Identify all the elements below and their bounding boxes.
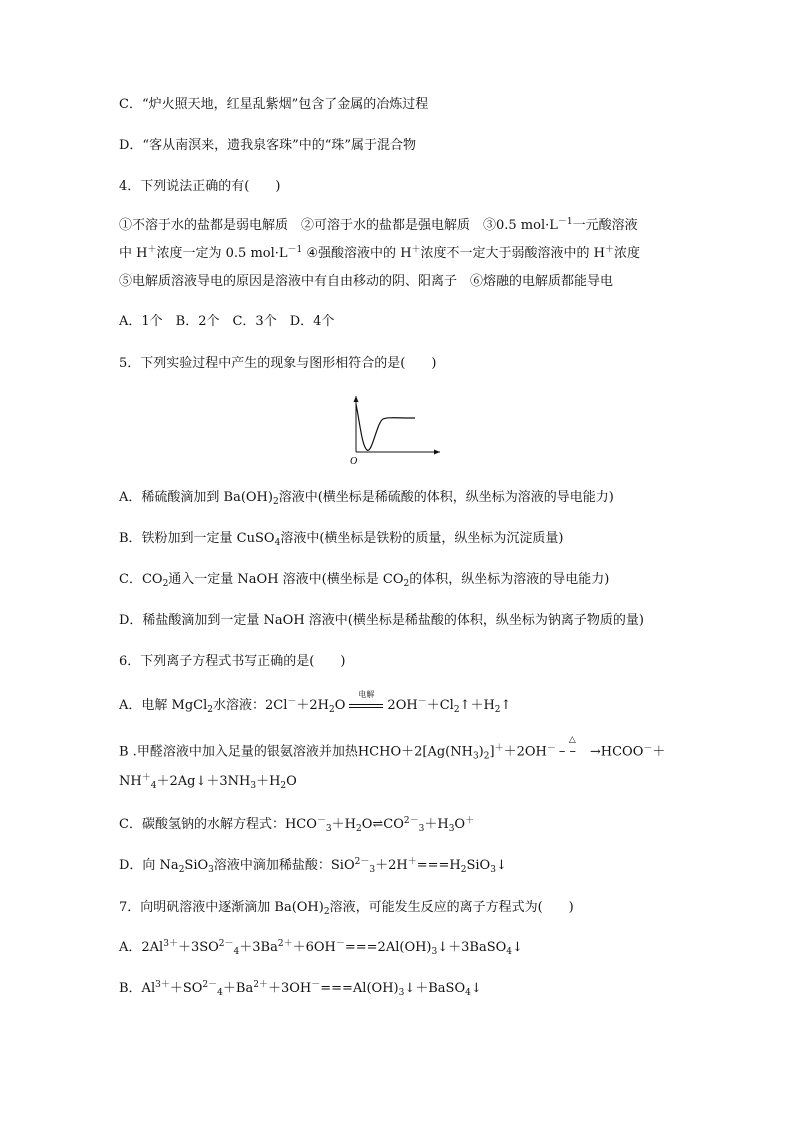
q6-d-sub3: 3 xyxy=(369,865,376,875)
q4-line2-sup1: ＋ xyxy=(147,245,157,255)
q7-b-t4: ＋3OH xyxy=(267,981,312,996)
q7-a-t1: A．2Al xyxy=(119,940,164,955)
q6-a-t8: ↑ xyxy=(500,698,512,713)
q7-stem-pre: 7．向明矾溶液中逐渐滴加 Ba(OH) xyxy=(119,900,324,915)
q6-d-t2: SiO xyxy=(184,858,209,873)
q6-c-sub4: 3 xyxy=(448,824,455,834)
q5-option-b xyxy=(119,530,563,548)
q5-graph xyxy=(348,392,444,466)
q4-line2-text-c: ④强酸溶液中的 H xyxy=(306,246,412,261)
q6-d-sup1: 2－ xyxy=(354,857,370,867)
q6-b-sup4: ＋ xyxy=(141,773,151,783)
q7-a-sub5: 3 xyxy=(431,947,438,957)
q5-c-sub2: 2 xyxy=(403,579,410,589)
q7-b-t5: ===Al(OH) xyxy=(320,981,399,996)
q5-stem: 5．下列实验过程中产生的现象与图形相符合的是( ) xyxy=(119,356,437,371)
q6-b-t6: ＋ xyxy=(652,744,666,760)
q6-d-t5: ===H xyxy=(416,858,461,873)
q5-option-c xyxy=(119,571,609,589)
q6-d-t1: D．向 Na xyxy=(119,858,179,873)
heating-condition: △ xyxy=(568,735,576,745)
q7-a-t4: ＋6OH xyxy=(292,940,336,955)
q6-b-t4: ＋2OH xyxy=(503,744,547,760)
q6-a-t7: ↑＋H xyxy=(459,698,495,713)
q4-line1-sup: －1 xyxy=(557,217,573,227)
q6-b-t9: ＋H xyxy=(256,774,281,789)
origin-label: O xyxy=(350,456,358,466)
q4-line1-text-b: 一元酸溶液 xyxy=(572,218,638,233)
q5-a-sub: 2 xyxy=(272,497,279,507)
q4-line2-text-e: 浓度 xyxy=(614,246,641,261)
q6-a-t4: O xyxy=(334,698,346,713)
q7-a-sup1: 3＋ xyxy=(163,939,178,949)
q5-c-sub1: 2 xyxy=(162,579,169,589)
q6-d-t3: 溶液中滴加稀盐酸：SiO xyxy=(213,858,355,873)
q4-options: A．1个 B．2个 C．3个 D．4个 xyxy=(119,314,335,329)
q7-b-t7: ↓ xyxy=(470,981,482,996)
q4-statement-line-1 xyxy=(119,217,638,235)
q4-line2-text-d: 浓度不一定大于弱酸溶液中的 H xyxy=(420,246,606,261)
q6-c-sub2: 2 xyxy=(355,824,362,834)
graph-curve xyxy=(356,404,415,450)
q7-stem-sub: 2 xyxy=(323,907,330,917)
q4-line2-sup3: ＋ xyxy=(411,245,421,255)
q6-a-t1: A．电解 MgCl xyxy=(119,698,208,713)
q7-stem xyxy=(119,899,574,917)
q4-stem: 4．下列说法正确的有( ) xyxy=(119,179,281,194)
q6-a-t2: 水溶液：2Cl xyxy=(213,698,288,713)
q6-d-sup2: ＋ xyxy=(407,857,417,867)
q7-a-sub6: 4 xyxy=(506,947,513,957)
q6-b-t8: ＋2Ag↓＋3NH xyxy=(156,774,251,789)
q7-a-sup2: 2－ xyxy=(218,939,234,949)
q5-a-text-post: 溶液中(横坐标是稀硫酸的体积，纵坐标为溶液的导电能力) xyxy=(278,490,614,505)
q5-c-text-pre: C．CO xyxy=(119,572,163,587)
q6-b-t10: O xyxy=(286,774,297,789)
q6-a-sub2: 2 xyxy=(329,705,335,715)
q6-d-sub2: 3 xyxy=(208,865,214,875)
q6-d-t6: SiO xyxy=(466,858,491,873)
q6-b-sub4: 4 xyxy=(150,781,157,791)
q7-a-sub2: 4 xyxy=(233,947,240,957)
q5-c-text-post: 的体积，纵坐标为溶液的导电能力) xyxy=(409,572,610,587)
q6-option-b-line-1 xyxy=(119,735,666,762)
q7-b-sub5: 3 xyxy=(398,988,405,998)
q6-a-sub3: 2 xyxy=(453,705,460,715)
q6-c-t4: ＋H xyxy=(424,817,449,832)
q6-c-t2: ＋H xyxy=(331,817,356,832)
q6-option-c xyxy=(119,816,474,834)
q6-c-sup1: － xyxy=(316,816,326,826)
q5-option-d: D．稀盐酸滴加到一定量 NaOH 溶液中(横坐标是稀盐酸的体积，纵坐标为钠离子物质的量) xyxy=(119,613,644,628)
electrolysis-condition: 电解 xyxy=(358,689,375,699)
q7-option-a xyxy=(119,939,523,957)
q6-stem: 6．下列离子方程式书写正确的是( ) xyxy=(119,654,346,669)
q6-a-sub1: 2 xyxy=(207,705,213,715)
q6-c-sub3: 3 xyxy=(418,824,425,834)
q6-option-d xyxy=(119,857,507,875)
x-axis-arrow xyxy=(434,450,440,455)
q5-a-text-pre: A．稀硫酸滴加到 Ba(OH) xyxy=(119,490,273,505)
q6-option-a xyxy=(119,689,512,715)
q7-b-t3: ＋Ba xyxy=(222,981,254,996)
q6-c-t3: O⇌CO xyxy=(361,817,404,832)
q6-c-sup3: ＋ xyxy=(465,816,475,826)
q5-b-text-pre: B．铁粉加到一定量 CuSO xyxy=(119,531,275,546)
q7-b-sup1: 3＋ xyxy=(155,980,170,990)
q7-b-t6: ↓＋BaSO xyxy=(404,981,466,996)
q5-c-text-mid: 通入一定量 NaOH 溶液中(横坐标是 CO xyxy=(168,572,404,587)
q6-b-sup3: － xyxy=(643,743,653,754)
q3-option-d: D．“客从南溟来，遗我泉客珠”中的“珠”属于混合物 xyxy=(119,138,417,153)
heating-arrow: – △ – xyxy=(559,743,587,761)
q7-a-t6: ↓＋3BaSO xyxy=(437,940,507,955)
q6-b-t5: →HCOO xyxy=(589,744,644,760)
q7-b-sup2: 2－ xyxy=(202,980,218,990)
q6-b-sub2: 2 xyxy=(483,751,490,762)
q7-a-t5: ===2Al(OH) xyxy=(344,940,432,955)
q7-b-t2: ＋SO xyxy=(169,981,203,996)
q6-c-sup2: 2－ xyxy=(403,816,419,826)
q3-option-c: C．“炉火照天地，红星乱紫烟”包含了金属的冶炼过程 xyxy=(119,97,429,112)
q5-b-text-post: 溶液中(横坐标是铁粉的质量，纵坐标为沉淀质量) xyxy=(280,531,564,546)
q7-b-t1: B．Al xyxy=(119,981,156,996)
q6-b-t1: B .甲醛溶液中加入足量的银氨溶液并加热HCHO＋2[Ag(NH xyxy=(119,744,473,760)
q5-b-sub: 4 xyxy=(274,538,281,548)
q6-c-t5: O xyxy=(454,817,466,832)
q7-stem-post: 溶液，可能发生反应的离子方程式为( ) xyxy=(329,900,574,915)
q6-b-sub5: 3 xyxy=(250,781,257,791)
q6-b-t2: ) xyxy=(478,744,484,760)
q4-line2-text-b: 浓度一定为 0.5 mol·L xyxy=(156,246,288,261)
q4-line1-text-a: ①不溶于水的盐都是弱电解质 ②可溶于水的盐都是强电解质 ③0.5 mol·L xyxy=(119,218,558,233)
q6-option-b-line-2 xyxy=(119,773,297,791)
q7-option-b xyxy=(119,980,482,998)
q6-c-t1: C．碳酸氢钠的水解方程式：HCO xyxy=(119,817,317,832)
q6-d-t7: ↓ xyxy=(495,858,507,873)
q5-option-a xyxy=(119,489,614,507)
q6-d-sub4: 2 xyxy=(460,865,467,875)
q6-b-sup2: － xyxy=(546,743,556,754)
q6-b-sub1: 3 xyxy=(472,751,479,762)
q6-b-t7: NH xyxy=(119,774,142,789)
q4-line2-sup2: －1 xyxy=(287,245,303,255)
q6-a-t3: ＋2H xyxy=(296,698,330,713)
q6-a-t6: ＋Cl xyxy=(426,698,454,713)
q6-d-sub1: 2 xyxy=(178,865,185,875)
q6-a-t5: 2OH xyxy=(387,698,418,713)
q4-statement-line-3: ⑤电解质溶液导电的原因是溶液中有自由移动的阴、阳离子 ⑥熔融的电解质都能导电 xyxy=(119,274,614,289)
electrolysis-equals-sign xyxy=(349,689,383,713)
q4-line2-sup4: ＋ xyxy=(605,245,615,255)
q6-a-sup1: － xyxy=(287,697,297,707)
q7-a-t3: ＋3Ba xyxy=(239,940,278,955)
q7-b-sup3: 2＋ xyxy=(253,980,268,990)
q4-line2-text-a: 中 H xyxy=(119,246,148,261)
q6-d-sub5: 3 xyxy=(490,865,496,875)
q6-d-t4: ＋2H xyxy=(375,858,408,873)
q7-b-sub6: 4 xyxy=(465,988,471,998)
q6-a-sup2: － xyxy=(417,697,427,707)
q6-b-sub6: 2 xyxy=(280,781,287,791)
q7-b-sup4: － xyxy=(311,980,321,990)
q4-statement-line-2 xyxy=(119,245,640,263)
q7-b-sub2: 4 xyxy=(217,988,223,998)
q6-b-sup1: ＋ xyxy=(494,743,504,754)
q6-a-sub4: 2 xyxy=(494,705,501,715)
q7-a-t7: ↓ xyxy=(512,940,523,955)
q7-a-sup4: － xyxy=(335,939,345,949)
q7-a-t2: ＋3SO xyxy=(177,940,219,955)
y-axis-arrow xyxy=(354,396,359,402)
q7-a-sup3: 2＋ xyxy=(277,939,293,949)
q6-c-sub1: 3 xyxy=(325,824,332,834)
q6-b-t3: ] xyxy=(489,744,495,760)
